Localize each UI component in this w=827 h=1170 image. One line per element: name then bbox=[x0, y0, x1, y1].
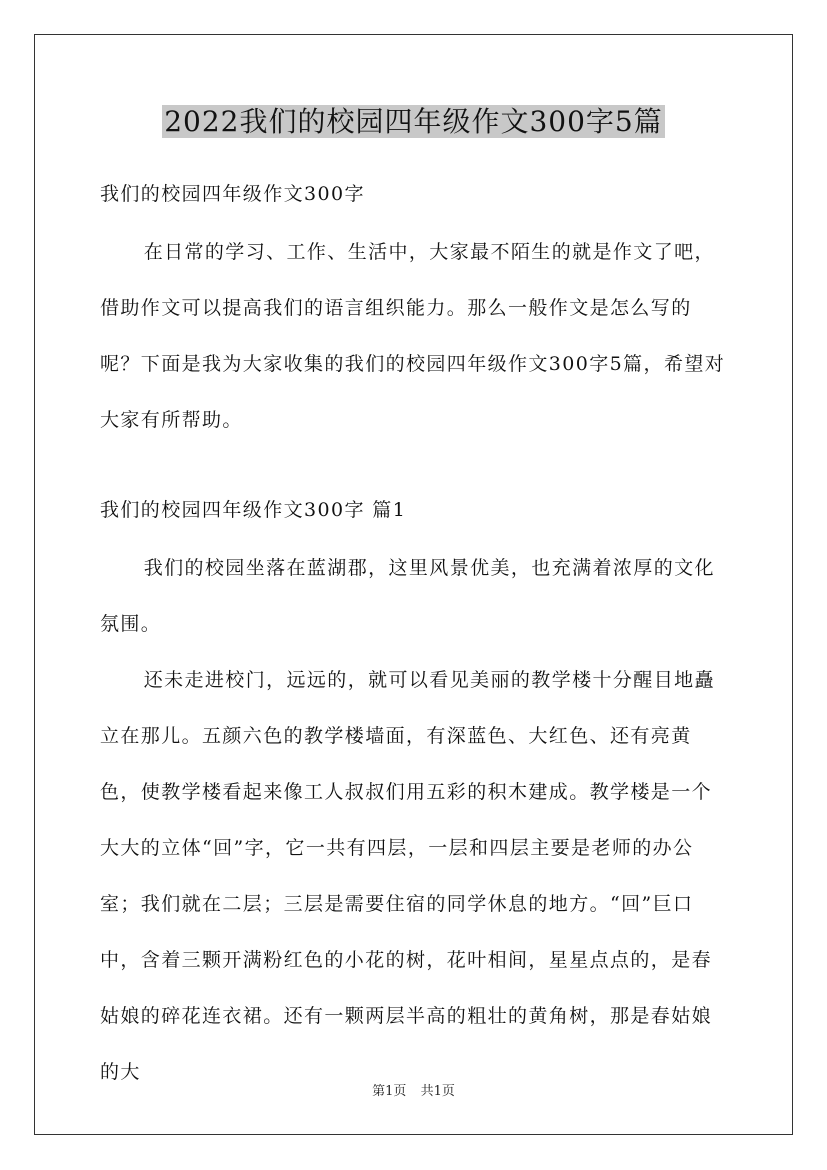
intro-paragraph: 在日常的学习、工作、生活中，大家最不陌生的就是作文了吧，借助作文可以提高我们的语言组织能力。那么一般作文是怎么写的呢？下面是我为大家收集的我们的校园四年级作文300字5篇，希望对大家有所帮助。 bbox=[100, 241, 726, 431]
body-paragraph-2: 还未走进校门，远远的，就可以看见美丽的教学楼十分醒目地矗立在那儿。五颜六色的教学楼墙面，有深蓝色、大红色、还有亮黄色，使教学楼看起来像工人叔叔们用五彩的积木建成。教学楼是一个大大的立体“回”字，它一共有四层，一层和四层主要是老师的办公室；我们就在二层；三层是需要住宿的同学休息的地方。“回”巨口中，含着三颗开满粉红色的小花的树，花叶相间，星星点点的，是春姑娘的碎花连衣裙。还有一颗两层半高的粗壮的黄角树，那是春姑娘的大 bbox=[100, 669, 715, 1083]
section-spacer bbox=[100, 448, 730, 490]
document-body bbox=[100, 174, 730, 1100]
body-paragraph-1: 我们的校园坐落在蓝湖郡，这里风景优美，也充满着浓厚的文化氛围。 bbox=[100, 557, 715, 635]
page-number: 第1页 bbox=[372, 1084, 407, 1099]
document-title bbox=[0, 100, 827, 144]
page-total: 共1页 bbox=[420, 1084, 455, 1099]
page-footer bbox=[0, 1082, 827, 1102]
section-heading: 我们的校园四年级作文300字 篇1 bbox=[100, 499, 407, 521]
document-subtitle: 我们的校园四年级作文300字 bbox=[100, 183, 365, 205]
document-title-text: 2022我们的校园四年级作文300字5篇 bbox=[164, 105, 663, 138]
